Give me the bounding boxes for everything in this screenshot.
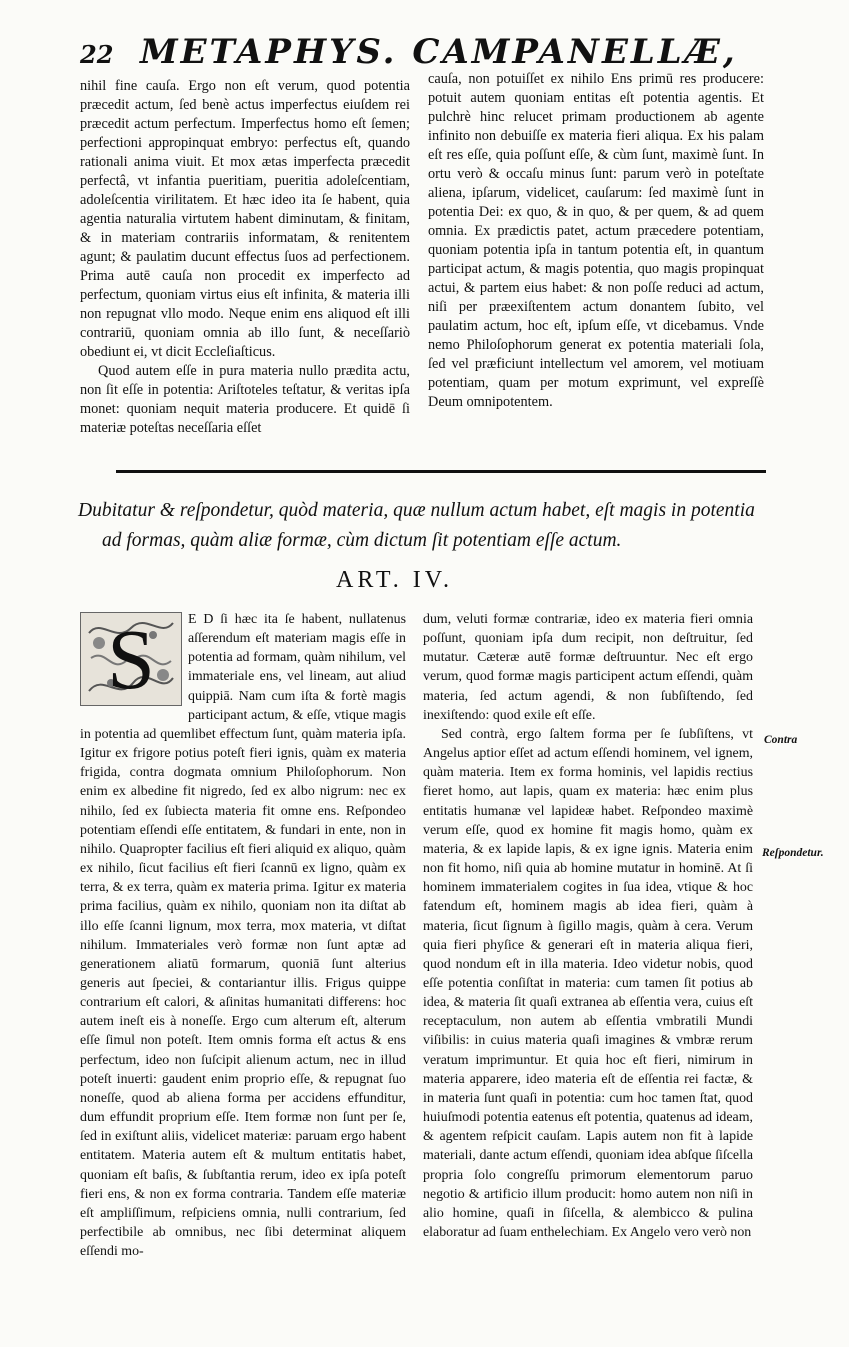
dropcap-letter: S xyxy=(107,612,155,706)
column-top-right xyxy=(428,70,764,412)
margin-note-contra: Contra xyxy=(764,734,798,746)
paragraph: E D ſi hæc ita ſe habent, nullatenus aſſerendum eſt materiam magis eſſe in potentia ad formam, quàm nihilum, vel immateriale ens, vel lineam, aut aliud quippiā. Nam cum iſta & fortè magis participant actum, & eſſe, vtique magis in potentia ad quemlibet effectum ſunt, quàm materia ipſa. Igitur ex frigore potius poteſt fieri ignis, quàm ex materia frigida, contra dogmata omnium Philoſophorum. Non enim ex albedine fit nigredo, ſed ex albo nigrum: nec ex nihilo, ſed ex ſubiecta materia fit omne ens. Reſpondeo potentiam eſſendi eſſe entitatem, & fundari in ente, non in nihilo. Quapropter facilius eſt fieri aliquid ex aliquo, quàm ex nihilo, ſicut facilius eſt fieri ſcannū ex ligno, quàm ex terra, & ex terra, quàm ex materia prima. Igitur ex materia prima facilius, quàm ex nihilo, quoniam non ita diſtat ab illo eſſe ſcanni lignum, mox terra, mox materia, vt diſtat nihilum. Immateriales verò formæ non ſunt aptæ ad generationem aliatū formarum, quoniā ſunt alterius generis aut ſpeciei, & contariantur illis. Frigus quippe contrarium eſt calori, & aſinitas humanitati differens: hoc autem ineſt eis à noneſſe. Ergo cum alterum eſt, alterum eſſe ſimul non poteſt. Item omnis forma eſt actus & ens perfectum, ideo non ſuſcipit alienum actum, nec in illud poteſt inuerti: gaudent enim proprio eſſe, & repugnat ſuo noneſſe, quod ab aliena forma per accidens effunditur, dum effundit proprium eſſe. Item formæ non ſunt per ſe, ſed in exiſtunt aliis, videlicet materiæ: paruam ergo habent entitatem. Materia autem eſt & multum entitatis habet, quoniam eſt baſis, & ſubſtantia rerum, ideo ex ipſa poteſt fieri ens, & non ex forma contraria. Tandem eſſe materiæ eſt ampliſſimum, reſpiciens omnia, nulli contrarium, ſed perfectibile ab omnibus, nec ſibi determinat aliquem eſſendi mo- xyxy=(80,612,406,1260)
paragraph: nihil fine cauſa. Ergo non eſt verum, quod potentia præcedit actum, ſed benè actus imperfectus eiuſdem rei præcedit actum perfectum. Imperfectus homo eſt ſemen; perfectioni appropinquat embryo: perfectus eſt, quando rationali anima viuit. Et mox ætas imperfecta præcedit perfectâ, vt infantia pueritiam, pueritia adoleſcentiam, adoleſcentia virilitatem. Et hæc ideo ita ſe habent, quia agentia naturalia virtutem habent diminutam, & finitam, & in materiam contrariis informatam, & renitentem agunt; & paulatim ducunt effectus ſuos ad perfectionem. Prima autē cauſa non procedit ex imperfecto ad perfectum, quoniam virtus eius eſt infinita, & materia illi non repugnat vllo modo. Neque enim ens aliquod eſt illi contrariū, quoniam omnia ab illo ſunt, & neceſſariò obediunt ei, vt dicit Eccleſiaſticus. xyxy=(80,78,410,360)
section-rule xyxy=(116,470,766,473)
column-bottom-left xyxy=(80,610,406,1261)
page-number: 22 xyxy=(80,40,114,69)
summary-line-2: ad formas, quàm aliæ formæ, cùm dictum ſit potentiam eſſe actum. xyxy=(102,530,622,551)
paragraph: dum, veluti formæ contrariæ, ideo ex materia fieri omnia poſſunt, quoniam ipſa dum recipit, non deſtruitur, ſed mutatur. Cæteræ autē formæ deſtruuntur. Nec eſt ergo verum, quod formæ magis participent actum eſſendi, quàm materia, ſed actum agendi, & non ſubſiſtendo, ſed inexiſtendo: quod exile eſt eſſe. xyxy=(423,612,753,723)
article-heading: ART. IV. xyxy=(336,567,454,593)
decorated-initial xyxy=(80,612,182,706)
column-top-left xyxy=(80,77,410,438)
margin-note-respondetur: Reſpondetur. xyxy=(762,847,824,859)
paragraph: Sed contrà, ergo ſaltem forma per ſe ſubſiſtens, vt Angelus aptior eſſet ad actum eſſendi hominem, vel ignem, quàm materia. Item ex forma hominis, vel lapidis rectius fieret homo, aut lapis, quam ex materia: hæc enim plus entitatis humanæ vel lapideæ habet. Reſpondeo maximè verum eſſe, quod ex homine fit magis homo, quàm ex materia, & ex lapide lapis, & ex igne ignis. Materia enim non fit homo, niſi quia ab homine mutatur in hominē. At ſi hominem immaterialem cogites in ſua idea, vtique & hoc fatendum eſt, hominem magis ab idea fieri, quàm à materia, ſicut ſignum à ſigillo magis, quàm à cera. Verum quia fieri phyſice & generari eſt in materia aliqua fieri, quod nondum eſt in illa materia. Ideo videtur nobis, quod eſſe potentia conſiſtat in materia: cum tamen ſit potius ab idea, & materia ſit quaſi extranea ab eſſentia vera, cuius eſt receptaculum, non autem ab eſſentia vmbratili Mundi viſibilis: in cuius materia quaſi imagines & vmbræ rerum veratum imprimuntur. Et quia hoc eſt fieri, nimirum in materia apparere, ideo materia eſt de eſſentia rei factæ, & in materia ſunt quaſi in potentia: cum hoc tamen ſtat, quod huiuſmodi potentia eatenus eſt potentia, quatenus ad ideam, & agentem reſpicit cauſam. Lapis autem non fit à lapide materiali, dante actum eſſendi, quoniam idea abſque ſiſcella propria ſolo congreſſu primorum elementorum paruo negotio & artificio illum producit: homo autem non niſi in alio homine, quaſi in ſiſcella, & alembicco & pulina elaboratur ad ſuam enthelechiam. Ex Angelo vero verò non xyxy=(423,726,753,1240)
column-bottom-right xyxy=(423,610,753,1242)
article-summary xyxy=(78,496,778,556)
paragraph: Quod autem eſſe in pura materia nullo prædita actu, non ſit eſſe in potentia: Ariſtoteles teſtatur, & veritas ipſa monet: quoniam nequit materia producere. Et quidē ſi materiæ poteſtas neceſſaria eſſet xyxy=(80,363,410,436)
summary-line-1: Dubitatur & reſpondetur, quòd materia, quæ nullum actum habet, eſt magis in potentia xyxy=(78,500,755,521)
paragraph: cauſa, non potuiſſet ex nihilo Ens primū res producere: potuit autem quoniam entitas eſt potentia agentis. Et pulchrè hinc relucet primam productionem ab agente infinito non debuiſſe ex materia fieri aliqua. Ex his palam eſt res eſſe, quia poſſunt eſſe, & cùm ſunt, maximè ſunt. In ortu verò & occaſu minus ſunt: parum verò in poteſtate aliena, ipſarum, videlicet, cauſarum: ſed maximè ſunt in potentia Dei: ex quo, & in quo, & per quem, & ad quem omnia. Ex prædictis patet, actum præcedere potentiam, quoniam potentia ipſa in tantum potentia eſt, in quantum participat actum, & magis potentia, quo magis propinquat actui, & partem eius habet: & non poſſe reduci ad actum, niſi per præexiſtentem actum donantem ſubito, vel paulatim actum, hoc eſt, ipſum eſſe, vt dicebamus. Vnde nemo Philoſophorum generat ex potentia materiali ſola, ſed vel præficiunt intellectum vel amorem, vel motiuam potentiam, quam per motum exprimunt, vel expreſſè Deum omnipotentem. xyxy=(428,71,764,410)
running-title: METAPHYS. CAMPANELLÆ, xyxy=(140,32,738,72)
